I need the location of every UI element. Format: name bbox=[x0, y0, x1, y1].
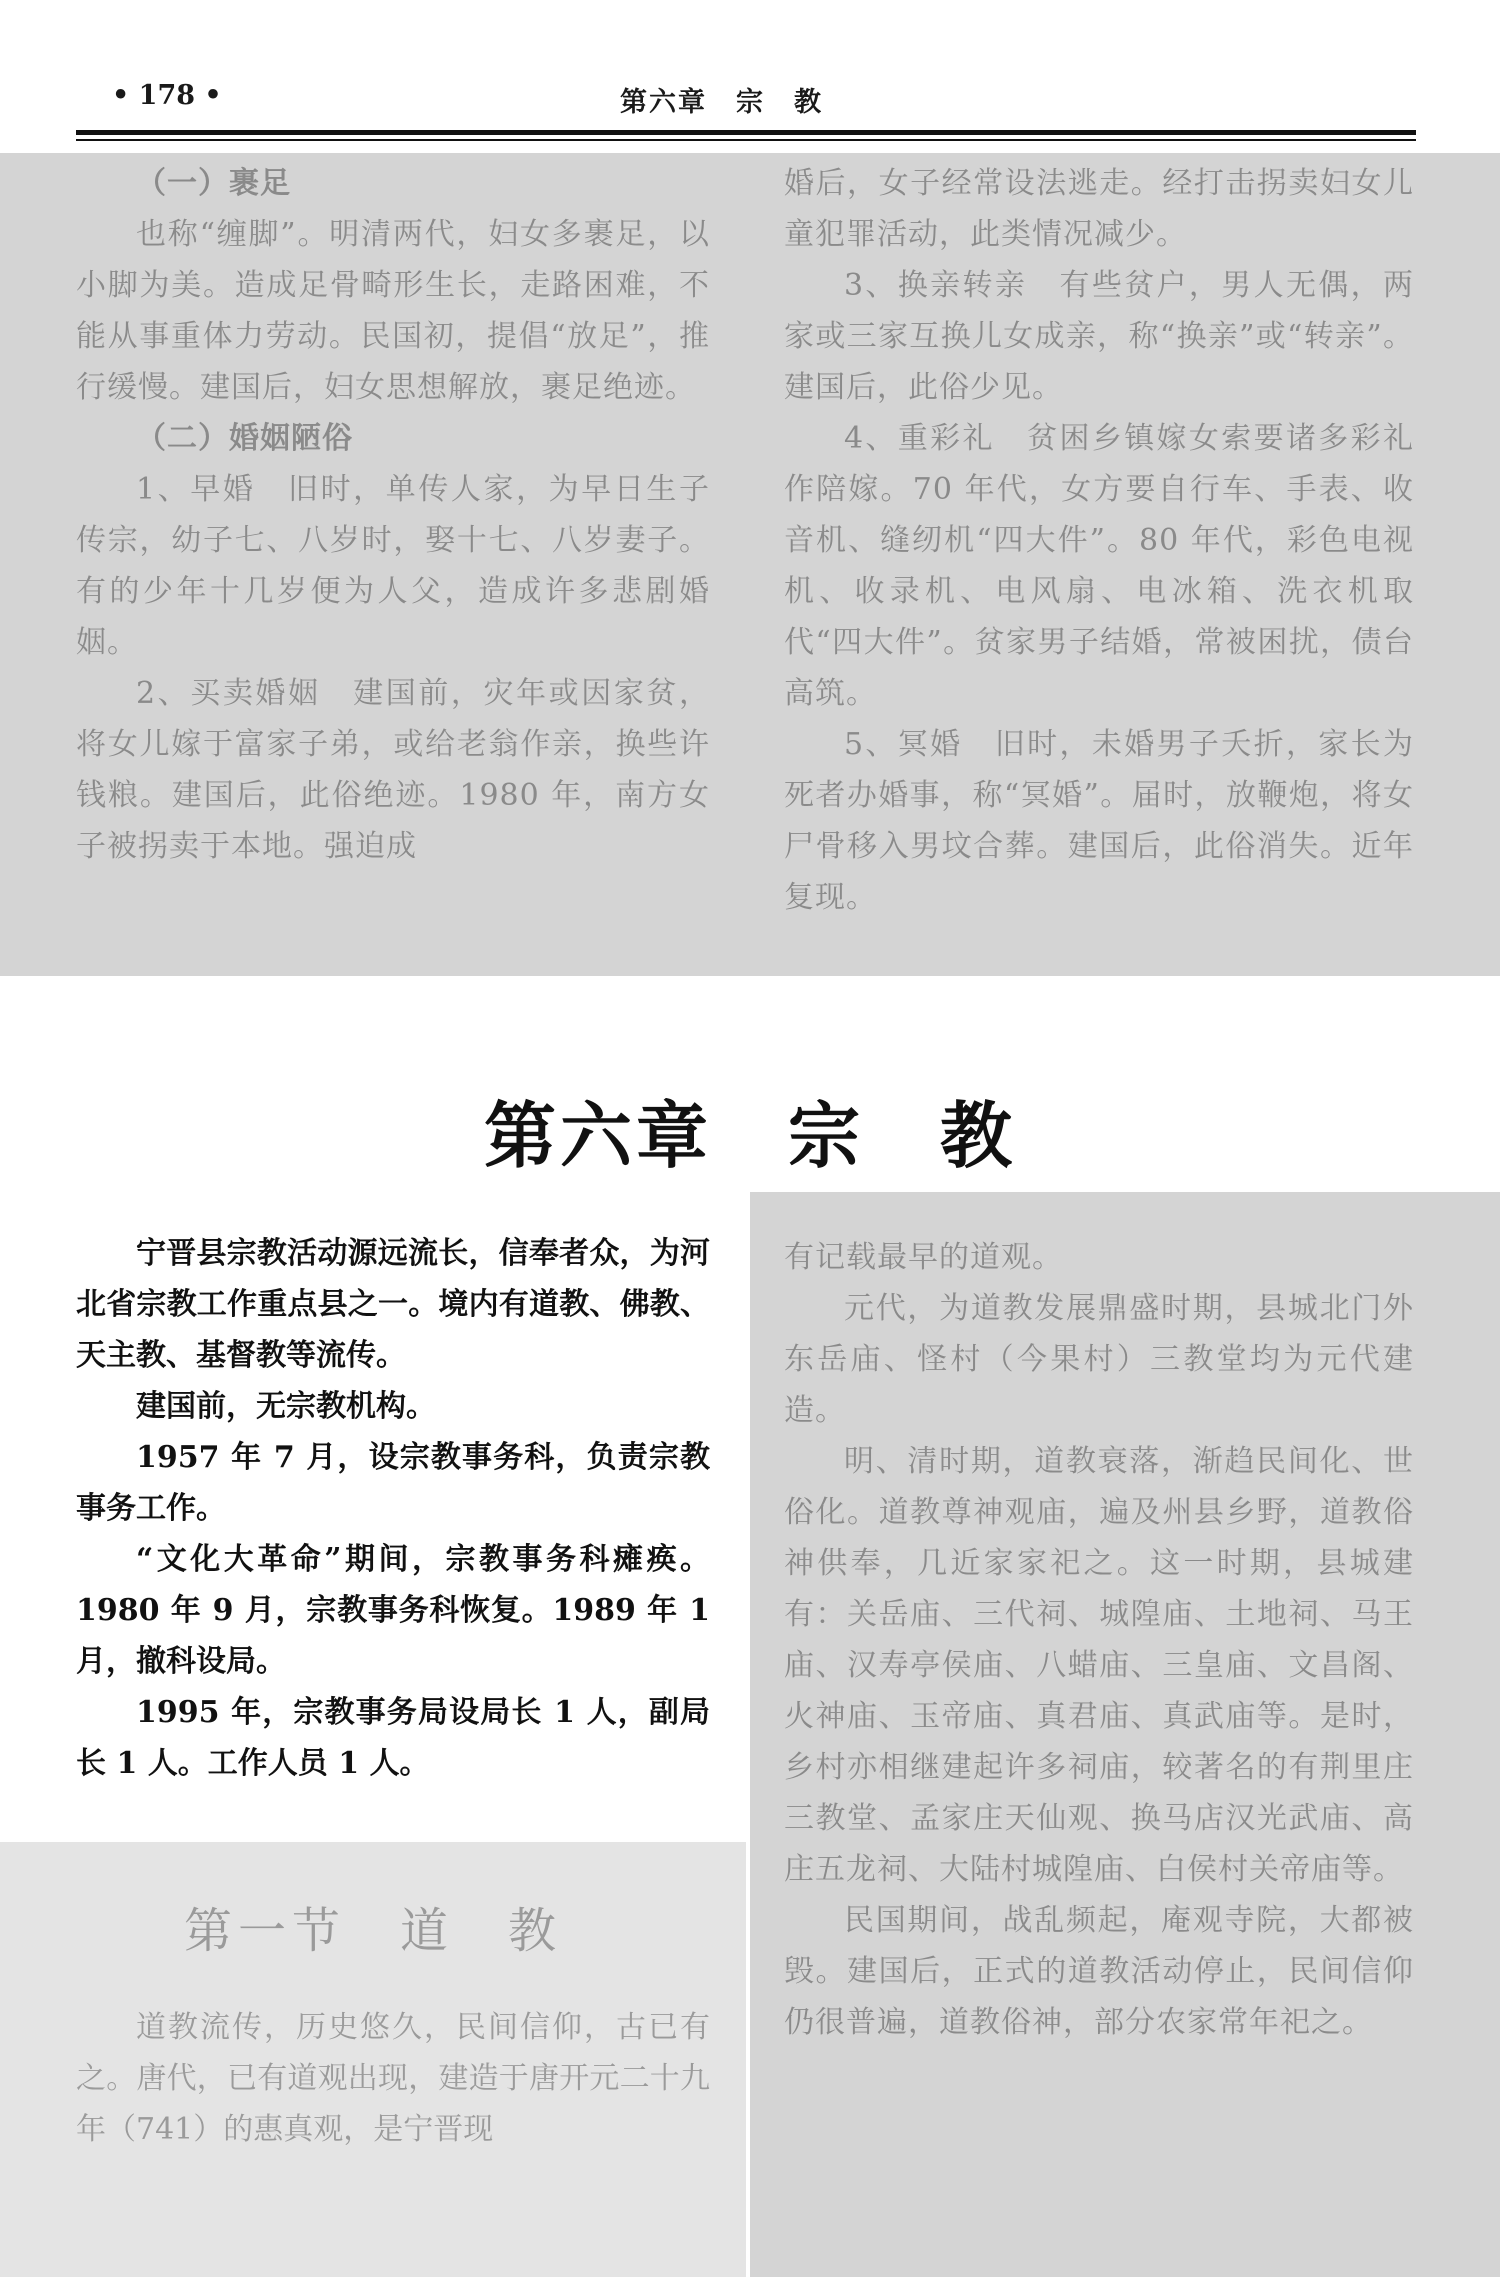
paragraph: 1957 年 7 月，设宗教事务科，负责宗教事务工作。 bbox=[76, 1440, 710, 1526]
page-number: • 178 • bbox=[112, 80, 222, 111]
paragraph: 婚后，女子经常设法逃走。经打击拐卖妇女儿童犯罪活动，此类情况减少。 bbox=[784, 166, 1414, 252]
paragraph: 1995 年，宗教事务局设局长 1 人，副局长 1 人。工作人员 1 人。 bbox=[76, 1695, 710, 1781]
paragraph: 1、早婚 旧时，单传人家，为早日生子传宗，幼子七、八岁时，娶十七、八岁妻子。有的少年十几岁便为人父，造成许多悲剧婚姻。 bbox=[76, 472, 710, 660]
chapter-title: 第六章 宗 教 bbox=[483, 1093, 1016, 1178]
subheading-footbinding: （一）裹足 bbox=[136, 166, 291, 201]
paragraph: 宁晋县宗教活动源远流长，信奉者众，为河北省宗教工作重点县之一。境内有道教、佛教、天主教、基督教等流传。 bbox=[76, 1236, 710, 1373]
section-title: 第一节 道 教 bbox=[183, 1903, 562, 1959]
page-header bbox=[0, 0, 1500, 150]
running-title: 第六章 宗 教 bbox=[620, 87, 823, 118]
chapter-intro bbox=[76, 1228, 710, 1789]
paragraph: 2、买卖婚姻 建国前，灾年或因家贫，将女儿嫁于富家子弟，或给老翁作亲，换些许钱粮。建国后，此俗绝迹。1980 年，南方女子被拐卖于本地。强迫成 bbox=[76, 676, 710, 864]
header-rule-thick bbox=[76, 130, 1416, 135]
paragraph: “文化大革命”期间，宗教事务科瘫痪。1980 年 9 月，宗教事务科恢复。1989 年 1 月，撤科设局。 bbox=[76, 1542, 710, 1679]
top-left-column bbox=[76, 158, 710, 872]
paragraph: 道教流传，历史悠久，民间信仰，古已有之。唐代，已有道观出现，建造于唐开元二十九年（741）的惠真观，是宁晋现 bbox=[76, 2010, 710, 2147]
paragraph: 元代，为道教发展鼎盛时期，县城北门外东岳庙、怪村（今果村）三教堂均为元代建造。 bbox=[784, 1291, 1414, 1428]
paragraph: 5、冥婚 旧时，未婚男子夭折，家长为死者办婚事，称“冥婚”。届时，放鞭炮，将女尸骨移入男坟合葬。建国后，此俗消失。近年复现。 bbox=[784, 727, 1414, 915]
bottom-right-column bbox=[784, 1232, 1414, 2048]
subheading-marriage-customs: （二）婚姻陋俗 bbox=[136, 421, 353, 456]
section-body bbox=[76, 2002, 710, 2155]
paragraph: 明、清时期，道教衰落，渐趋民间化、世俗化。道教尊神观庙，遍及州县乡野，道教俗神供奉，几近家家祀之。这一时期，县城建有：关岳庙、三代祠、城隍庙、土地祠、马王庙、汉寿亭侯庙、八蜡庙、三皇庙、文昌阁、火神庙、玉帝庙、真君庙、真武庙等。是时，乡村亦相继建起许多祠庙，较著名的有荆里庄三教堂、孟家庄天仙观、换马店汉光武庙、高庄五龙祠、大陆村城隍庙、白侯村关帝庙等。 bbox=[784, 1444, 1414, 1887]
paragraph: 民国期间，战乱频起，庵观寺院，大都被毁。建国后，正式的道教活动停止，民间信仰仍很普遍，道教俗神，部分农家常年祀之。 bbox=[784, 1903, 1414, 2040]
top-right-column bbox=[784, 158, 1414, 923]
paragraph: 建国前，无宗教机构。 bbox=[136, 1389, 436, 1424]
header-rule-thin bbox=[76, 139, 1416, 141]
paragraph: 4、重彩礼 贫困乡镇嫁女索要诸多彩礼作陪嫁。70 年代，女方要自行车、手表、收音机、缝纫机“四大件”。80 年代，彩色电视机、收录机、电风扇、电冰箱、洗衣机取代“四大件”。贫家男子结婚，常被困扰，债台高筑。 bbox=[784, 421, 1414, 711]
paragraph: 也称“缠脚”。明清两代，妇女多裹足，以小脚为美。造成足骨畸形生长，走路困难，不能从事重体力劳动。民国初，提倡“放足”，推行缓慢。建国后，妇女思想解放，裹足绝迹。 bbox=[76, 217, 710, 405]
paragraph: 3、换亲转亲 有些贫户，男人无偶，两家或三家互换儿女成亲，称“换亲”或“转亲”。建国后，此俗少见。 bbox=[784, 268, 1414, 405]
paragraph: 有记载最早的道观。 bbox=[784, 1240, 1063, 1275]
